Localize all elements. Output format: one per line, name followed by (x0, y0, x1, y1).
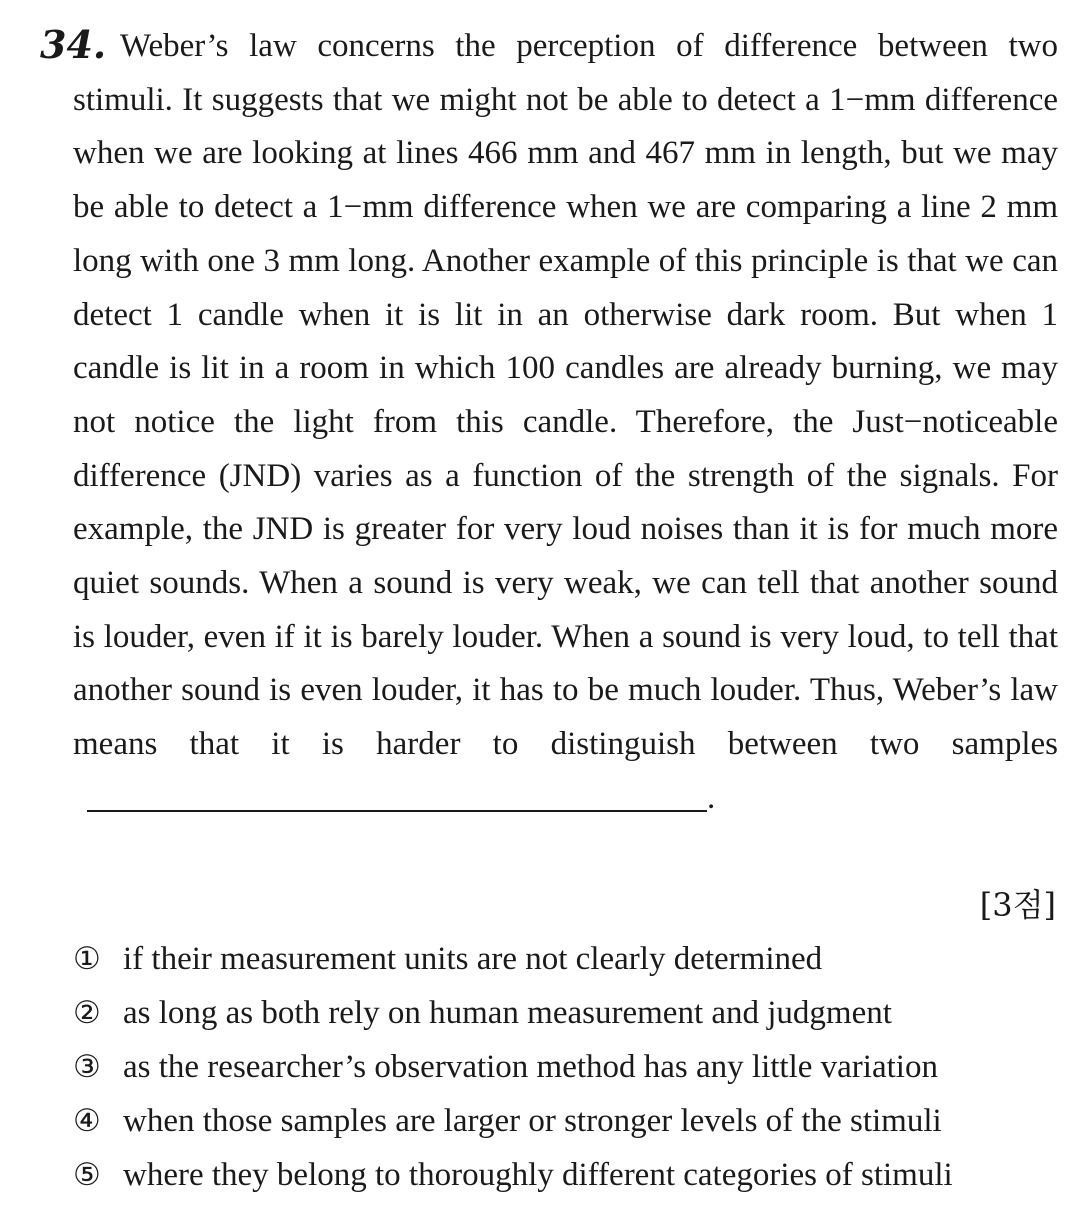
choice-marker: ③ (73, 1049, 101, 1085)
choice-text: where they belong to thoroughly different categories of stimuli (123, 1157, 953, 1193)
blank-end: . (707, 779, 716, 816)
answer-blank (87, 780, 707, 812)
choice-5[interactable] (73, 1148, 1063, 1202)
question-number: 34. (40, 22, 107, 67)
choice-text: as the researcher’s observation method has any little variation (123, 1049, 938, 1085)
choice-2[interactable] (73, 986, 1063, 1040)
points-label: [3점] (979, 886, 1056, 924)
choice-marker: ② (73, 995, 101, 1031)
choice-text: when those samples are larger or stronger levels of the stimuli (123, 1103, 942, 1139)
passage (73, 20, 1058, 826)
choice-text: as long as both rely on human measurement and judgment (123, 995, 892, 1031)
choice-marker: ④ (73, 1103, 101, 1139)
choice-text: if their measurement units are not clearly determined (123, 941, 823, 977)
choice-marker: ⑤ (73, 1157, 101, 1193)
passage-text: Weber’s law concerns the perception of difference between two stimuli. It suggests that we might not be able to detect a 1−mm difference when we are looking at lines 466 mm and 467 mm in length, but we may be able to detect a 1−mm difference when we are comparing a line 2 mm long with one 3 mm long. Another example of this principle is that we can detect 1 candle when it is lit in an otherwise dark room. But when 1 candle is lit in a room in which 100 candles are already burning, we may not notice the light from this candle. Therefore, the Just−noticeable difference (JND) varies as a function of the strength of the signals. For example, the JND is greater for very loud noises than it is for much more quiet sounds. When a sound is very weak, we can tell that another sound is louder, even if it is barely louder. When a sound is very loud, to tell that another sound is even louder, it has to be much louder. Thus, Weber’s law means that it is harder to distinguish between two samples (73, 28, 1058, 763)
choice-marker: ① (73, 941, 101, 977)
choice-3[interactable] (73, 1040, 1063, 1094)
choice-4[interactable] (73, 1094, 1063, 1148)
answer-choices (73, 932, 1063, 1202)
choice-1[interactable] (73, 932, 1063, 986)
